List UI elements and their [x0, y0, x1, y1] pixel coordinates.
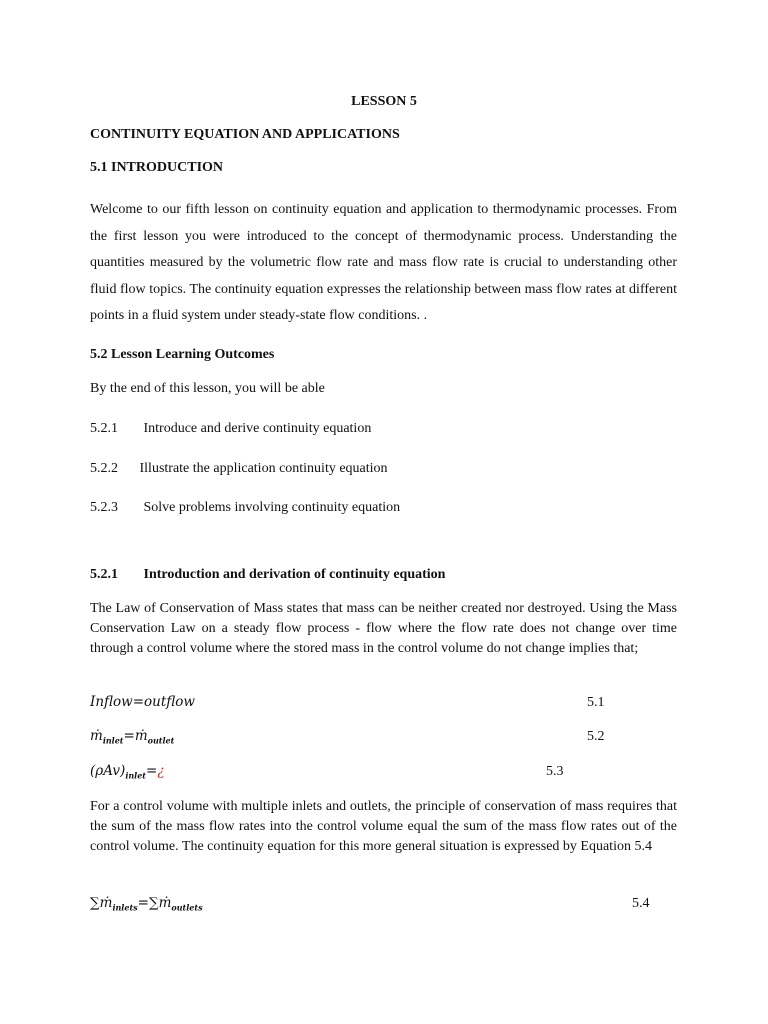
- eq-rendering-glyph: ¿: [157, 763, 165, 779]
- eq-subscript: outlet: [147, 735, 175, 746]
- equation-number-5-1: 5.1: [587, 695, 605, 710]
- equation-number-5-3: 5.3: [546, 764, 564, 779]
- equation-5-4: [90, 895, 203, 913]
- eq-sum-symbol: ∑: [90, 895, 100, 911]
- eq-mass-flow-symbol: ṁ: [99, 895, 113, 911]
- outcome-item-number: 5.2.2: [90, 461, 118, 476]
- intro-heading: 5.1 INTRODUCTION: [90, 160, 224, 175]
- eq-mass-flow-symbol: ṁ: [158, 895, 172, 911]
- eq-equals: =: [146, 763, 158, 779]
- equation-5-2: [90, 728, 174, 746]
- eq-density-area-velocity: (ρAv): [90, 763, 126, 779]
- main-title: CONTINUITY EQUATION AND APPLICATIONS: [90, 127, 400, 142]
- eq-mass-flow-symbol: ṁ: [134, 728, 148, 744]
- equation-number-5-2: 5.2: [587, 729, 605, 744]
- derivation-heading: [90, 567, 445, 583]
- eq-sum-symbol: ∑: [148, 895, 159, 911]
- outcome-item-text: Introduce and derive continuity equation: [143, 421, 372, 436]
- equation-number-5-4: 5.4: [632, 896, 650, 911]
- outcome-item-2: [90, 461, 388, 477]
- derivation-heading-text: Introduction and derivation of continuity equation: [143, 567, 446, 582]
- outcome-item-3: [90, 500, 400, 516]
- eq-subscript: inlet: [125, 770, 146, 781]
- eq-equals: =: [137, 895, 149, 911]
- derivation-paragraph-2: For a control volume with multiple inlets and outlets, the principle of conservation of mass requires that the sum of the mass flow rates into the control volume equal the sum of the mass flow rates out of the control volume. The continuity equation for this more general situation is expressed by Equation 5.4: [90, 799, 677, 854]
- outcomes-heading: 5.2 Lesson Learning Outcomes: [90, 347, 275, 362]
- outcome-item-number: 5.2.1: [90, 421, 118, 436]
- eq-subscript: outlets: [171, 902, 203, 913]
- eq-subscript: inlet: [102, 735, 124, 746]
- derivation-heading-number: 5.2.1: [90, 567, 118, 582]
- outcomes-lead: By the end of this lesson, you will be able: [90, 381, 325, 396]
- eq-mass-flow-symbol: ṁ: [90, 728, 103, 744]
- outcome-item-number: 5.2.3: [90, 500, 118, 515]
- outcome-item-1: [90, 421, 371, 437]
- intro-paragraph: Welcome to our fifth lesson on continuity equation and application to thermodynamic processes. From the first lesson you were introduced to the concept of thermodynamic process. Understanding the quantities measured by the volumetric flow rate and mass flow rate is crucial to understanding other fluid flow topics. The continuity equation expresses the relationship between mass flow rates at different points in a fluid system under steady-state flow conditions. .: [90, 202, 677, 323]
- lesson-title: LESSON 5: [351, 94, 417, 109]
- eq-subscript: inlets: [112, 902, 138, 913]
- outcome-item-text: Illustrate the application continuity equation: [139, 461, 388, 476]
- outcome-item-text: Solve problems involving continuity equation: [143, 500, 401, 515]
- derivation-paragraph-1: The Law of Conservation of Mass states that mass can be neither created nor destroyed. Using the Mass Conservation Law on a steady flow process - flow where the flow rate does not change over time through a control volume where the stored mass in the control volume do not change implies that;: [90, 601, 677, 656]
- eq-equals: =: [123, 728, 135, 744]
- equation-5-1: Inflow=outflow: [90, 694, 195, 710]
- equation-5-3: [90, 763, 165, 781]
